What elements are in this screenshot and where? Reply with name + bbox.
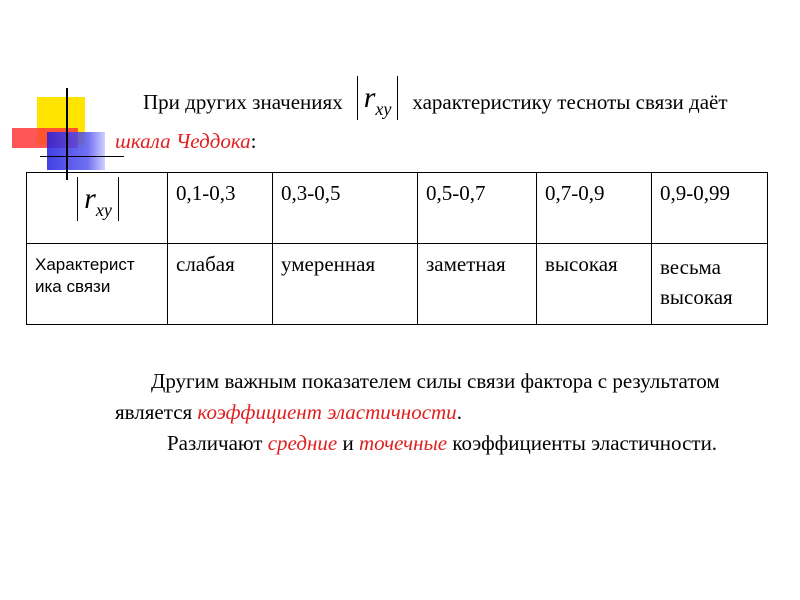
header-symbol-cell xyxy=(27,173,168,244)
decor-horizontal-line xyxy=(40,156,124,157)
intro-paragraph xyxy=(115,82,765,156)
table-symbol-sub: xy xyxy=(95,200,112,220)
range-cell: 0,9-0,99 xyxy=(652,173,768,244)
table-row-ranges xyxy=(27,173,768,244)
value-cell xyxy=(652,244,768,325)
para2-period: . xyxy=(456,400,462,424)
value-cell: заметная xyxy=(418,244,537,325)
value-cell: высокая xyxy=(537,244,652,325)
range-cell: 0,1-0,3 xyxy=(168,173,273,244)
symbol-sub: xy xyxy=(375,99,392,119)
value-cell: умеренная xyxy=(273,244,418,325)
symbol-r: r xyxy=(363,81,376,114)
table-row-values xyxy=(27,244,768,325)
range-cell: 0,7-0,9 xyxy=(537,173,652,244)
intro-text-before: При других значениях xyxy=(143,89,343,114)
value-cell: слабая xyxy=(168,244,273,325)
decor-blue-square xyxy=(47,132,105,170)
value-last-line1: весьма xyxy=(660,255,722,279)
abs-rxy-symbol xyxy=(357,76,399,120)
range-cell: 0,3-0,5 xyxy=(273,173,418,244)
decor-vertical-line xyxy=(66,88,68,180)
chaddock-table xyxy=(26,172,768,325)
value-last-line2: высокая xyxy=(660,285,733,309)
row-label-line1: Характерист xyxy=(35,255,135,274)
average-term: средние xyxy=(267,431,338,455)
elasticity-paragraph xyxy=(115,366,775,459)
table-abs-rxy xyxy=(77,177,119,221)
intro-colon: : xyxy=(250,129,257,153)
row-label-cell xyxy=(27,244,168,325)
intro-text-after: характеристику тесноты связи даёт xyxy=(412,89,728,114)
para2-and: и xyxy=(342,431,354,455)
para2-sentence1: Другим важным показателем силы связи фактора с результатом является xyxy=(115,369,720,424)
row-label-line2: ика связи xyxy=(35,277,111,296)
table-symbol-r: r xyxy=(84,182,96,215)
range-cell: 0,5-0,7 xyxy=(418,173,537,244)
para2-s2-b: коэффициенты эластичности. xyxy=(452,431,718,455)
elasticity-term: коэффициент эластичности xyxy=(197,400,457,424)
para2-s2-a: Различают xyxy=(167,431,263,455)
point-term: точечные xyxy=(358,431,448,455)
chaddock-scale-term: шкала Чеддока xyxy=(115,129,251,153)
